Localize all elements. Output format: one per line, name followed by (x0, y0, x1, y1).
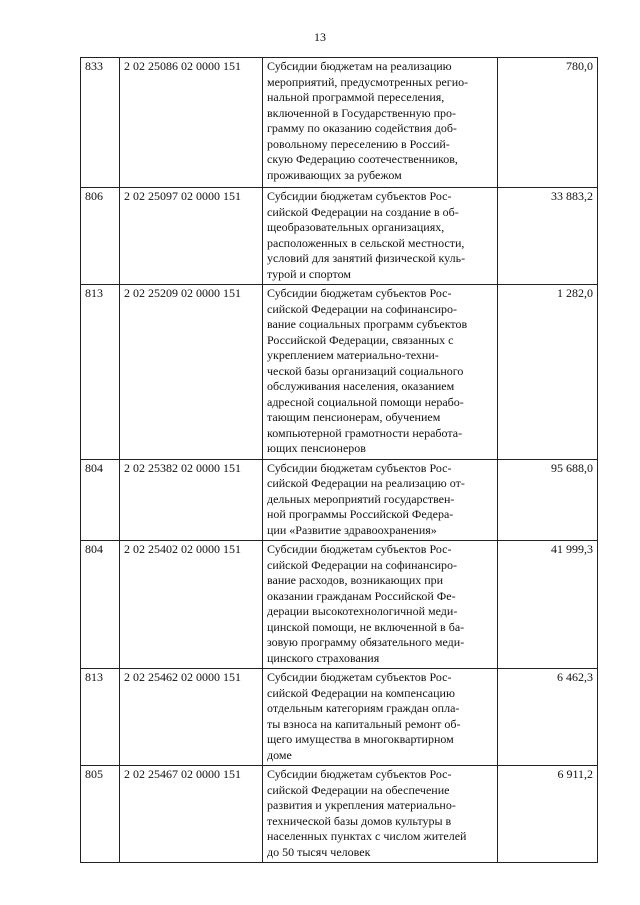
classification-code-cell: 2 02 25382 02 0000 151 (120, 459, 263, 541)
classification-code-cell: 2 02 25209 02 0000 151 (120, 285, 263, 460)
description-cell (263, 541, 498, 669)
amount-cell: 1 282,0 (498, 285, 598, 460)
description-text: Субсидии бюджетам субъектов Рос- сийской Федерации на софинансиро- вание расходов, возникающих при оказании гражданам Российской Фе- дерации высокотехнологичной меди- цинской помощи, не включенной в ба- зовую программу обязательного меди- цинского страхования (267, 542, 465, 665)
description-text: Субсидии бюджетам субъектов Рос- сийской Федерации на создание в об- щеобразовательных организациях, расположенных в сельской местности, условий для занятий физической куль- турой и спортом (267, 189, 466, 281)
description-cell (263, 459, 498, 541)
classification-code-cell: 2 02 25402 02 0000 151 (120, 541, 263, 669)
classification-code-cell: 2 02 25097 02 0000 151 (120, 188, 263, 285)
description-text: Субсидии бюджетам на реализацию мероприятий, предусмотренных регио- нальной программой переселения, включенной в Государственную про- грамму по оказанию содействия доб- ровольному переселению в Россий- скую Федерацию соотечественников, проживающих за рубежом (267, 59, 469, 182)
description-text: Субсидии бюджетам субъектов Рос- сийской Федерации на компенсацию отдельным категориям граждан опла- ты взноса на капитальный ремонт об- щего имущества в многоквартирном доме (267, 670, 461, 762)
admin-code-cell: 806 (81, 188, 120, 285)
amount-cell: 780,0 (498, 58, 598, 188)
classification-code-cell: 2 02 25086 02 0000 151 (120, 58, 263, 188)
amount-cell: 6 462,3 (498, 669, 598, 766)
table-row (81, 58, 598, 188)
amount-cell: 41 999,3 (498, 541, 598, 669)
admin-code-cell: 813 (81, 669, 120, 766)
admin-code-cell: 833 (81, 58, 120, 188)
table-row (81, 188, 598, 285)
table-row (81, 459, 598, 541)
description-cell (263, 58, 498, 188)
amount-cell: 6 911,2 (498, 766, 598, 863)
description-text: Субсидии бюджетам субъектов Рос- сийской Федерации на софинансиро- вание социальных программ субъектов Российской Федерации, связанных с укреплением материально-техни- ческой базы организаций социального обслуживания населения, оказанием адресной социальной помощи нерабо- тающим пенсионерам, обучением компьютерной грамотности неработа- ющих пенсионеров (267, 286, 468, 455)
admin-code-cell: 804 (81, 459, 120, 541)
classification-code-cell: 2 02 25462 02 0000 151 (120, 669, 263, 766)
admin-code-cell: 804 (81, 541, 120, 669)
amount-cell: 33 883,2 (498, 188, 598, 285)
admin-code-cell: 813 (81, 285, 120, 460)
description-cell (263, 669, 498, 766)
admin-code-cell: 805 (81, 766, 120, 863)
table-row (81, 669, 598, 766)
description-text: Субсидии бюджетам субъектов Рос- сийской Федерации на реализацию от- дельных мероприятий государствен- ной программы Российской Федера- ции «Развитие здравоохранения» (267, 460, 465, 537)
description-cell (263, 285, 498, 460)
classification-code-cell: 2 02 25467 02 0000 151 (120, 766, 263, 863)
description-text: Субсидии бюджетам субъектов Рос- сийской Федерации на обеспечение развития и укрепления материально- технической базы домов культуры в населенных пунктах с числом жителей до 50 тысяч человек (267, 767, 467, 859)
budget-revenue-table (80, 57, 598, 863)
table-row (81, 285, 598, 460)
page-number: 13 (314, 30, 326, 44)
description-cell (263, 766, 498, 863)
description-cell (263, 188, 498, 285)
table-row (81, 766, 598, 863)
table-row (81, 541, 598, 669)
amount-cell: 95 688,0 (498, 459, 598, 541)
